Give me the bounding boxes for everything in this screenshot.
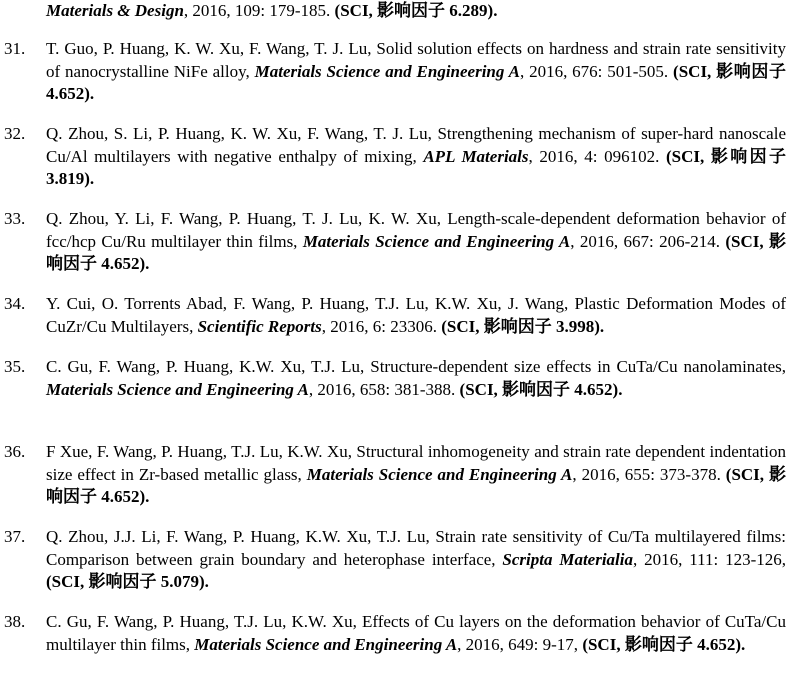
journal-name: Materials Science and Engineering A xyxy=(46,379,309,399)
impact-factor: (SCI, 影响因子 3.998). xyxy=(441,316,605,336)
citation-details: , 2016, 109: 179-185. xyxy=(183,1,335,20)
reference-text xyxy=(46,441,786,509)
reference-text xyxy=(46,208,786,276)
reference-number: 34. xyxy=(4,294,26,313)
reference-text xyxy=(46,38,786,106)
impact-factor: (SCI, 影响因子 3.819). xyxy=(46,146,787,188)
impact-factor: (SCI, 影响因子 4.652). xyxy=(459,379,623,399)
journal-name: Materials & Design xyxy=(46,1,184,20)
citation-details: , 2016, 667: 206-214. xyxy=(570,231,726,251)
reference-continuation xyxy=(46,0,786,22)
reference-number: 38. xyxy=(4,612,26,631)
reference-authors-title: C. Gu, F. Wang, P. Huang, K.W. Xu, T.J. Lu, Structure-dependent size effects in CuTa/Cu nanolaminates, xyxy=(46,357,786,376)
reference-number: 37. xyxy=(4,527,26,546)
impact-factor: (SCI, 影响因子 5.079). xyxy=(46,572,209,591)
impact-factor: (SCI, 影响因子 4.652). xyxy=(46,464,786,506)
citation-details: , 2016, 658: 381-388. xyxy=(308,379,460,399)
reference-number: 32. xyxy=(4,124,26,143)
reference-number: 33. xyxy=(4,209,26,228)
reference-authors-title: Q. Zhou, Y. Li, F. Wang, P. Huang, T. J. Lu, K. W. Xu, Length-scale-dependent deformation behavior of fcc/hcp Cu/Ru multilayer thin films, xyxy=(46,209,786,251)
reference-text xyxy=(46,526,786,594)
journal-name: Materials Science and Engineering A xyxy=(194,634,458,654)
reference-authors-title: Q. Zhou, S. Li, P. Huang, K. W. Xu, F. Wang, T. J. Lu, Strengthening mechanism of super-hard nanoscale Cu/Al multilayers with negative enthalpy of mixing, xyxy=(46,124,786,166)
impact-factor: (SCI, 影响因子 4.652). xyxy=(46,231,786,273)
citation-details: , 2016, 4: 096102. xyxy=(528,146,666,166)
journal-name: APL Materials xyxy=(423,146,529,166)
citation-details: , 2016, 6: 23306. xyxy=(321,316,442,336)
reference-authors-title: Q. Zhou, J.J. Li, F. Wang, P. Huang, K.W. Xu, T.J. Lu, Strain rate sensitivity of Cu/Ta multilayered films: Comparison between grain boundary and heterophase interface, xyxy=(46,527,786,569)
reference-text xyxy=(46,293,786,338)
journal-name: Materials Science and Engineering A xyxy=(254,61,520,81)
citation-details: , 2016, 676: 501-505. xyxy=(519,61,674,81)
journal-name: Materials Science and Engineering A xyxy=(302,231,571,251)
journal-name: Materials Science and Engineering A xyxy=(306,464,573,484)
citation-details: , 2016, 111: 123-126, xyxy=(633,549,787,569)
citation-details: , 2016, 649: 9-17, xyxy=(457,634,583,654)
reference-number: 36. xyxy=(4,442,26,461)
reference-number: 35. xyxy=(4,357,26,376)
reference-text xyxy=(46,123,786,191)
reference-text xyxy=(46,356,786,401)
reference-authors-title: T. Guo, P. Huang, K. W. Xu, F. Wang, T. J. Lu, Solid solution effects on hardness and strain rate sensitivity of nanocrystalline NiFe alloy, xyxy=(46,39,786,81)
reference-authors-title: C. Gu, F. Wang, P. Huang, T.J. Lu, K.W. Xu, Effects of Cu layers on the deformation behavior of CuTa/Cu multilayer thin films, xyxy=(46,612,786,654)
impact-factor: (SCI, 影响因子 4.652). xyxy=(582,634,746,654)
reference-authors-title: Y. Cui, O. Torrents Abad, F. Wang, P. Huang, T.J. Lu, K.W. Xu, J. Wang, Plastic Deformation Modes of CuZr/Cu Multilayers, xyxy=(46,294,786,336)
journal-name: Scripta Materialia xyxy=(502,549,634,569)
citation-details: , 2016, 655: 373-378. xyxy=(572,464,726,484)
reference-text xyxy=(46,611,786,656)
impact-factor: (SCI, 影响因子 6.289). xyxy=(334,1,498,20)
reference-number: 31. xyxy=(4,39,26,58)
journal-name: Scientific Reports xyxy=(197,316,322,336)
impact-factor: (SCI, 影响因子 4.652). xyxy=(46,61,787,103)
reference-authors-title: F Xue, F. Wang, P. Huang, T.J. Lu, K.W. Xu, Structural inhomogeneity and strain rate dependent indentation size effect in Zr-based metallic glass, xyxy=(46,442,786,484)
